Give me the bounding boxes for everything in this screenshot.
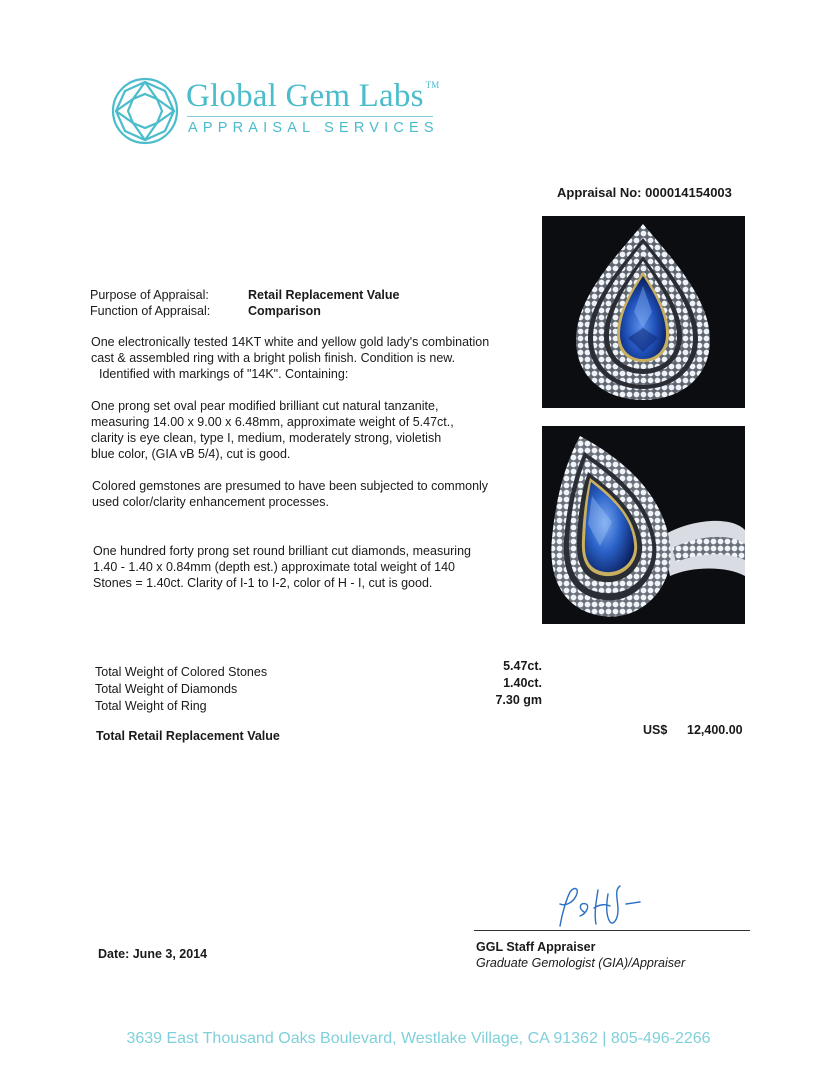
purpose-value: Retail Replacement Value (248, 288, 400, 302)
total-colored-stones-value: 5.47ct. (503, 659, 542, 673)
diamonds-line: Stones = 1.40ct. Clarity of I-1 to I-2, color of H - I, cut is good. (93, 576, 433, 590)
footer-address: 3639 East Thousand Oaks Boulevard, Westlake Village, CA 91362 | 805-496-2266 (126, 1030, 711, 1047)
tanzanite-description (91, 398, 454, 462)
total-ring-weight-value: 7.30 gm (495, 693, 542, 707)
description-line: One electronically tested 14KT white and yellow gold lady's combination (91, 335, 490, 349)
purpose-row (90, 288, 399, 302)
retail-value-label: Total Retail Replacement Value (96, 729, 280, 743)
brand-name: Global Gem Labs ™ (186, 78, 440, 114)
appraiser-credentials: Graduate Gemologist (GIA)/Appraiser (476, 956, 686, 970)
signature-line (474, 930, 750, 931)
tanzanite-line: One prong set oval pear modified brilliant cut natural tanzanite, (91, 399, 439, 413)
purpose-label: Purpose of Appraisal: (90, 288, 209, 302)
enhancement-line: used color/clarity enhancement processes. (92, 495, 329, 509)
function-value: Comparison (248, 304, 321, 318)
diamonds-description (93, 543, 471, 591)
ring-angle-image (542, 426, 745, 624)
appraisal-date: Date: June 3, 2014 (98, 947, 208, 961)
totals-labels (95, 664, 267, 715)
trademark-mark: TM (425, 80, 440, 90)
brand-subtitle: APPRAISAL SERVICES (188, 120, 439, 136)
brand-divider (187, 116, 433, 117)
ring-top-image (542, 216, 745, 408)
diamonds-line: 1.40 - 1.40 x 0.84mm (depth est.) approximate total weight of 140 (93, 560, 456, 574)
enhancement-line: Colored gemstones are presumed to have been subjected to commonly (92, 479, 489, 493)
tanzanite-line: clarity is eye clean, type I, medium, moderately strong, violetish (91, 431, 442, 445)
ring-photo-top (542, 216, 745, 408)
description-line: cast & assembled ring with a bright polish finish. Condition is new. (91, 351, 456, 365)
enhancement-note (92, 478, 488, 510)
diamonds-line: One hundred forty prong set round brilliant cut diamonds, measuring (93, 544, 471, 558)
retail-value-currency: US$ (643, 723, 668, 737)
function-label: Function of Appraisal: (90, 304, 211, 318)
appraiser-title: GGL Staff Appraiser (476, 940, 596, 954)
ring-photo-angle (542, 426, 745, 624)
totals-values (470, 658, 542, 709)
total-colored-stones-label: Total Weight of Colored Stones (95, 665, 268, 679)
description-line: Identified with markings of "14K". Containing: (99, 367, 349, 381)
total-ring-weight-label: Total Weight of Ring (95, 699, 207, 713)
retail-value-amount: 12,400.00 (687, 723, 743, 737)
total-diamonds-label: Total Weight of Diamonds (95, 682, 238, 696)
total-diamonds-value: 1.40ct. (503, 676, 542, 690)
appraiser-signature (540, 882, 650, 932)
ring-description (91, 334, 489, 382)
appraisal-number: Appraisal No: 000014154003 (557, 185, 732, 200)
function-row (90, 304, 321, 318)
tanzanite-line: measuring 14.00 x 9.00 x 6.48mm, approximate weight of 5.47ct., (91, 415, 454, 429)
gem-outline-icon (110, 76, 180, 146)
tanzanite-line: blue color, (GIA vB 5/4), cut is good. (91, 447, 291, 461)
